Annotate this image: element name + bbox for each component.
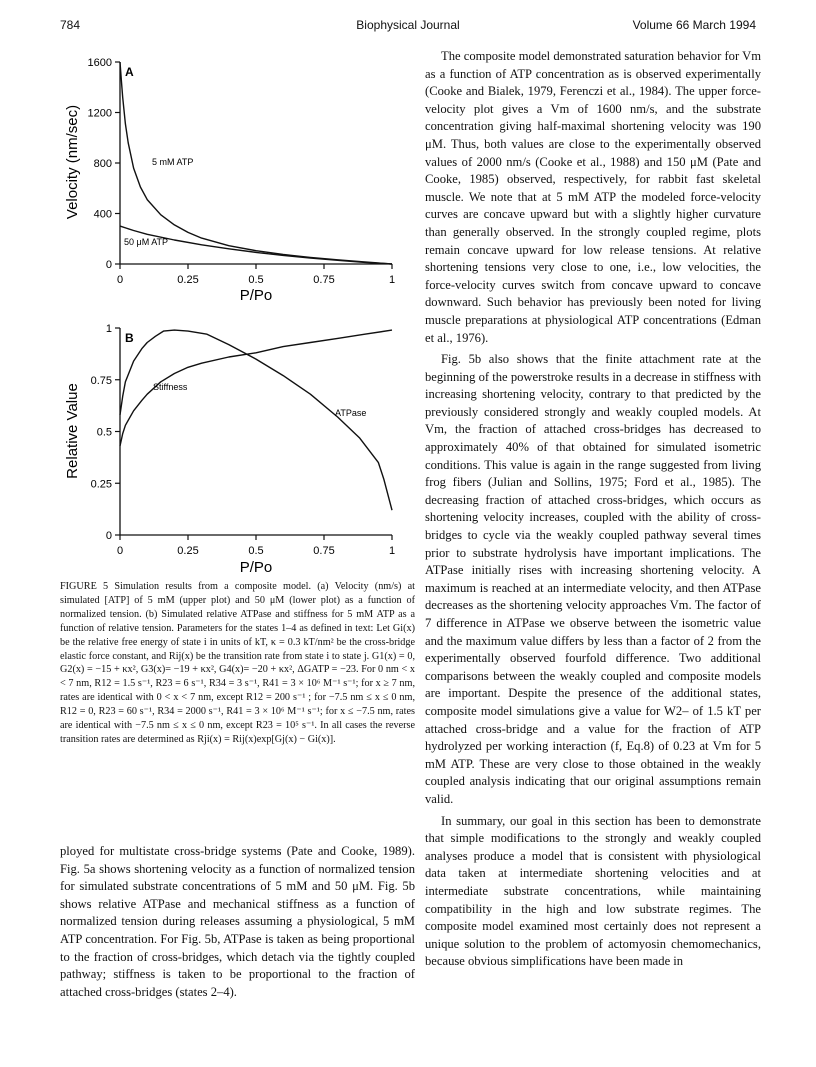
y-tick-label: 1 xyxy=(105,323,112,335)
body-paragraph: Fig. 5b also shows that the finite attachment rate at the beginning of the powerstroke results in a decrease in stiffness with increasing shortening velocity, contrary to that predicted by the previously considered strongly and weakly coupled models. At Vm, the fraction of attached cross-bridges has decreased to approximately 40% of that obtained for simulated isometric conditions. This value is again in the range suggested from living frog fibers (Julian and Sollins, 1975; Ford et al., 1985). The decreasing fraction of attached cross-bridges, which occurs as shortening velocity increases, coupled with the ability of cross-bridges to cycle via the weakly coupled pathway several times prior to substrate hydrolysis have important implications. The ATPase initially rises with increasing shortening velocity. A maximum is reached at an intermediate velocity, and then ATPase decreases as the shortening velocity approaches Vm. The factor of 7 difference in ATPase we observe between the isometric value and the maximum value differs by less than a factor of 2 from the experimentally observed fourfold difference. Two additional comparisons between the weakly coupled and composite models are important. Despite the presence of the additional states, composite model simulations give a value for W2– of 1.5 kT per attached cross-bridge and a value for the fraction of ATP hydrolyzed per working interaction (f, Eq.8) of 0.23 at Vm for 5 mM ATP. These are very close to those obtained in the weakly coupled analysis indicating that our original assumptions remain valid. xyxy=(425,352,761,806)
y-axis-title: Velocity (nm/sec) xyxy=(64,104,81,220)
y-axis-title: Relative Value xyxy=(64,383,81,479)
y-tick-label: 0.25 xyxy=(90,478,112,491)
y-tick-label: 800 xyxy=(93,158,112,170)
right-column xyxy=(425,48,761,971)
y-tick-label: 0.75 xyxy=(90,374,112,387)
panel-label-b: B xyxy=(125,331,134,345)
series-label-stiffness: Stiffness xyxy=(153,382,188,392)
x-tick-label: 0.75 xyxy=(313,545,335,557)
x-tick-label: 0.25 xyxy=(177,274,199,286)
panel-label-a: A xyxy=(125,65,134,79)
x-axis-title: P/Po xyxy=(239,559,273,576)
series-label-50um: 50 μM ATP xyxy=(124,237,169,247)
x-axis-title: P/Po xyxy=(239,287,273,304)
x-tick-label: 0 xyxy=(116,545,124,557)
x-tick-label: 0.75 xyxy=(313,274,335,286)
y-tick-label: 1600 xyxy=(87,57,112,69)
left-column xyxy=(60,843,415,1001)
page-number: 784 xyxy=(60,18,81,32)
x-tick-label: 1 xyxy=(388,274,396,286)
x-tick-label: 0.25 xyxy=(177,545,199,557)
y-tick-label: 0.5 xyxy=(96,426,112,439)
series-label-atpase: ATPase xyxy=(335,408,367,418)
figure-5b-chart xyxy=(55,318,420,580)
figure-5a-chart xyxy=(55,50,420,305)
series-line-atpase xyxy=(120,330,392,510)
y-tick-label: 0 xyxy=(105,530,112,542)
series-label-5mm: 5 mM ATP xyxy=(152,157,194,167)
x-tick-label: 0 xyxy=(116,274,124,286)
y-tick-label: 0 xyxy=(105,259,112,271)
y-tick-label: 400 xyxy=(93,208,112,221)
x-tick-label: 0.5 xyxy=(248,545,264,557)
volume-info: Volume 66 March 1994 xyxy=(632,18,756,32)
x-tick-label: 0.5 xyxy=(248,274,264,286)
figure-caption: FIGURE 5 Simulation results from a composite model. (a) Velocity (nm/s) at simulated [ATP] of 5 mM (upper plot) and 50 μM (lower plot) as a function of normalized tension. (b) Simulated relative ATPase and stiffness for 5 mM ATP as a function of relative tension. Parameters for the states 1–4 as defined in text: Let Gi(x) be the relative free energy of state i in units of kT, κ = 0.3 kT/nm² be the cross-bridge elastic force constant, and Rij(x) be the transition rate from state i to state j. G1(x) = 0, G2(x) = −15 + κx², G3(x)= −19 + κx², G4(x)= −20 + κx², ΔGATP = −23. For 0 nm < x < 7 nm, R12 = 1.5 s⁻¹, R23 = 6 s⁻¹, R34 = 3 s⁻¹, R41 = 3 × 10⁶ M⁻¹ s⁻¹; for x ≥ 7 nm, rates are identical with 0 < x < 7 nm, except R12 = 200 s⁻¹ ; for −7.5 nm ≤ x ≤ 0 nm, R12 = 0, R23 = 60 s⁻¹, R34 = 2000 s⁻¹, R41 = 3 × 10⁶ M⁻¹ s⁻¹; for x ≤ −7.5 nm, rates are identical with −7.5 nm ≤ x ≤ 0 nm, except R23 = 10⁵ s⁻¹. In all cases the reverse transition rates are determined as Rji(x) = Rij(x)exp[Gj(x) − Gi(x)]. xyxy=(60,581,415,745)
body-paragraph: The composite model demonstrated saturation behavior for Vm as a function of ATP concentration as is observed experimentally (Cooke and Bialek, 1979, Ferenczi et al., 1984). The upper force-velocity plot gives a Vm of 1600 nm/s, and the substrate concentration giving half-maximal shortening velocity was 190 μM. Thus, both values are close to the experimentally observed values of 2000 nm/s (Cooke et al., 1988) and 150 μM (Pate and Cooke, 1985) observed, respectively, for rabbit fast skeletal muscle. We note that at 5 mM ATP the modeled force-velocity curves are concave upward but with a slightly higher curvature than generally observed. In the strongly coupled regime, plots remain concave upward for low release tensions. At relative shortening tensions very close to one, i.e., low velocities, the force-velocity curves switch from concave upward to concave downward. Such behavior has previously been noted for living muscle preparations at physiological ATP concentrations (Edman et al., 1976). xyxy=(425,49,761,345)
x-tick-label: 1 xyxy=(388,545,396,557)
body-paragraph: ployed for multistate cross-bridge systems (Pate and Cooke, 1989). Fig. 5a shows shortening velocity as a function of normalized tension for simulated substrate concentrations of 5 mM and 50 μM. Fig. 5b shows relative ATPase and mechanical stiffness as a function of normalized tension during releases assuming a physiological, 5 mM ATP concentration. For Fig. 5b, ATPase is taken as being proportional to the fraction of cross-bridges, which detach via the tightly coupled pathway; stiffness is taken to be proportional to the fraction of attached cross-bridges (states 2–4). xyxy=(60,844,415,999)
journal-title: Biophysical Journal xyxy=(356,18,460,32)
y-tick-label: 1200 xyxy=(87,107,112,120)
body-paragraph: In summary, our goal in this section has been to demonstrate that simple modifications to the strongly and weakly coupled analyses produce a model that is consistent with physiological data taken at intermediate shortening velocities and at intermediate substrate concentrations, while maintaining compatibility in the high and low substrate regimes. The composite model examined most certainly does not represent a unique solution to the problem of actomyosin chemomechanics, because obvious simplifications have been made in xyxy=(425,813,761,969)
